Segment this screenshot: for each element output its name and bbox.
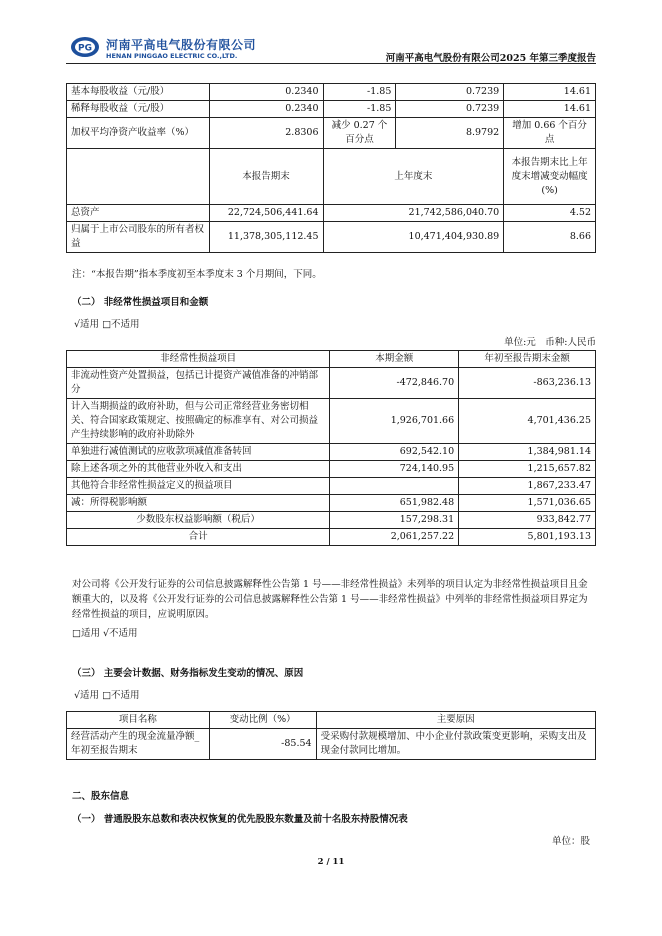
table-row: 总资产 22,724,506,441.64 21,742,586,040.70 4.52 — [67, 205, 596, 222]
report-title: 河南平高电气股份有限公司2025 年第三季度报告 — [385, 53, 596, 64]
unit-label: 单位：股 — [551, 836, 590, 847]
table-row: 其他符合非经常性损益定义的损益项目 1,867,233.47 — [67, 478, 596, 495]
applicable-checkbox: √适用 □不适用 — [74, 319, 140, 330]
company-name-cn: 河南平高电气股份有限公司 — [106, 38, 257, 52]
page-number: 2 / 11 — [317, 857, 345, 867]
table-note: 注：“本报告期”指本季度初至本季度末 3 个月期间，下同。 — [72, 269, 322, 280]
table-row: 经营活动产生的现金流量净额_年初至报告期末 -85.54 受采购付款规模增加、中小企业付款政策变更影响，采购支出及现金付款同比增加。 — [67, 729, 596, 760]
key-financial-table — [66, 83, 596, 253]
table-header-row: 本报告期末 上年度末 本报告期末比上年度末增减变动幅度(%) — [67, 149, 596, 205]
section-subtitle-shareholders: （一） 普通股股东总数和表决权恢复的优先股股东数量及前十名股东持股情况表 — [72, 814, 408, 825]
table-row: 合计 2,061,257.22 5,801,193.13 — [67, 529, 596, 546]
table-row: 稀释每股收益（元/股） 0.2340 -1.85 0.7239 14.61 — [67, 101, 596, 118]
page-header — [66, 34, 596, 64]
company-name-en: HENAN PINGGAO ELECTRIC CO.,LTD. — [106, 52, 238, 60]
table-header-row: 项目名称 变动比例（%） 主要原因 — [67, 712, 596, 729]
table-header-row: 非经常性损益项目 本期金额 年初至报告期末金额 — [67, 351, 596, 368]
applicable-checkbox: √适用 □不适用 — [74, 690, 140, 701]
section-title-non-recurring: （二） 非经常性损益项目和金额 — [72, 297, 209, 308]
table-row: 加权平均净资产收益率（%） 2.8306 减少 0.27 个百分点 8.9792 增加 0.66 个百分点 — [67, 118, 596, 149]
explanation-paragraph: 对公司将《公开发行证券的公司信息披露解释性公告第 1 号——非经常性损益》未列举的项目认定为非经常性损益项目且金额重大的，以及将《公开发行证券的公司信息披露解释性公告第 1 号——非经常性损益》中列举的非经常性损益项目界定为经常性损益的项目，应说明原因。 — [72, 579, 588, 620]
table-row: 除上述各项之外的其他营业外收入和支出 724,140.95 1,215,657.82 — [67, 461, 596, 478]
company-logo-icon — [70, 36, 100, 58]
table-row: 归属于上市公司股东的所有者权益 11,378,305,112.45 10,471,404,930.89 8.66 — [67, 222, 596, 253]
table-row: 少数股东权益影响额（税后） 157,298.31 933,842.77 — [67, 512, 596, 529]
unit-label: 单位:元 币种:人民币 — [504, 337, 596, 348]
non-recurring-table — [66, 350, 596, 546]
table-row: 计入当期损益的政府补助，但与公司正常经营业务密切相关、符合国家政策规定、按照确定的标准享有、对公司损益产生持续影响的政府补助除外 1,926,701.66 4,701,436.25 — [67, 399, 596, 444]
table-row: 基本每股收益（元/股） 0.2340 -1.85 0.7239 14.61 — [67, 84, 596, 101]
section-title-shareholders: 二、股东信息 — [72, 791, 130, 802]
table-row: 单独进行减值测试的应收款项减值准备转回 692,542.10 1,384,981.14 — [67, 444, 596, 461]
table-row: 减：所得税影响额 651,982.48 1,571,036.65 — [67, 495, 596, 512]
svg-text:PG: PG — [78, 43, 92, 54]
changes-table — [66, 711, 596, 760]
table-row: 非流动性资产处置损益，包括已计提资产减值准备的冲销部分 -472,846.70 -863,236.13 — [67, 368, 596, 399]
section-title-changes: （三） 主要会计数据、财务指标发生变动的情况、原因 — [72, 668, 304, 679]
applicable-checkbox: □适用 √不适用 — [72, 628, 138, 639]
